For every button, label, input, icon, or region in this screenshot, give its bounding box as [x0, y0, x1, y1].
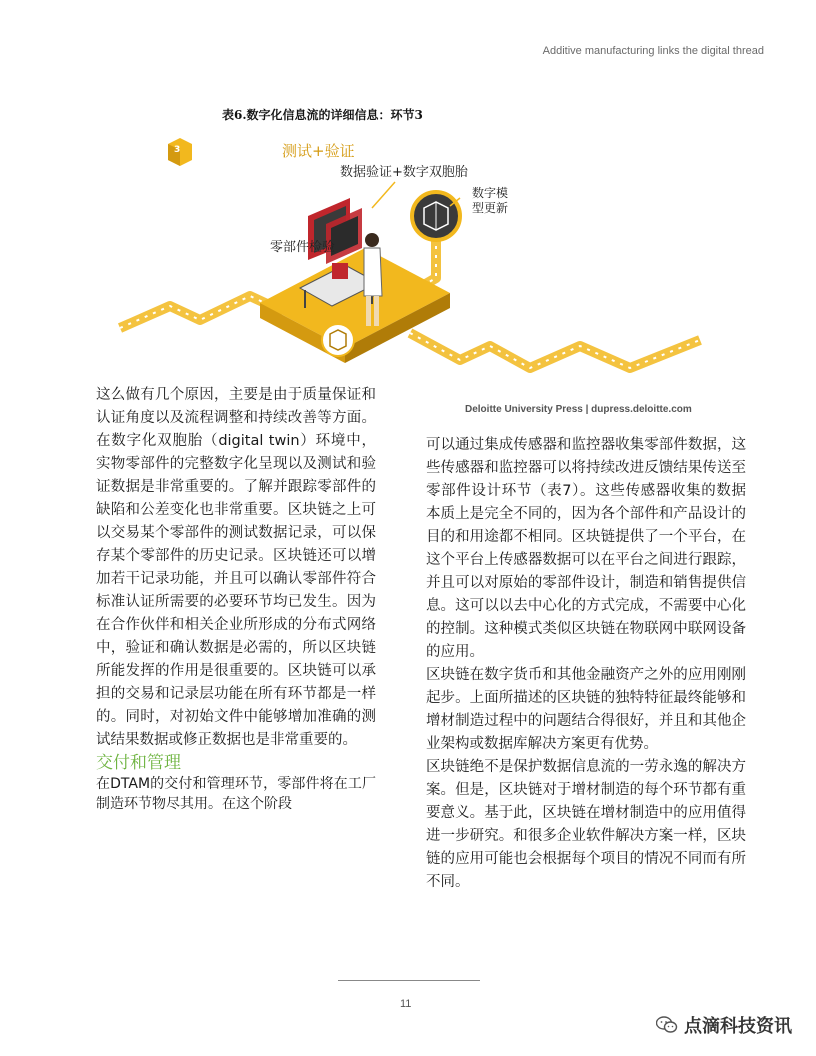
section-lead-paragraph: 在DTAM的交付和管理环节，零部件将在工厂制造环节物尽其用。在这个阶段	[96, 776, 376, 812]
right-paragraph-3: 区块链绝不是保护数据信息流的一劳永逸的解决方案。但是，区块链对于增材制造的每个环节都有重要意义。基于此，区块链在增材制造中的应用值得进一步研究。和很多企业软件解决方案一样，区块链的应用可能也会根据每个项目的情况不同而有所不同。	[426, 759, 746, 890]
checkbox-cube-badge	[322, 324, 354, 356]
right-column	[426, 434, 746, 894]
left-column	[96, 384, 376, 814]
figure-caption: 表6.数字化信息流的详细信息：环节3	[222, 108, 423, 122]
figure-credit: Deloitte University Press | dupress.deloitte.com	[465, 404, 692, 415]
section-heading: 交付和管理	[96, 753, 181, 773]
wechat-icon	[656, 1016, 678, 1034]
left-paragraph: 这么做有几个原因，主要是由于质量保证和认证角度以及流程调整和持续改善等方面。在数字化双胞胎（digital twin）环境中，实物零部件的完整数字化呈现以及测试和验证数据是非常重要的。了解并跟踪零部件的缺陷和公差变化也非常重要。区块链之上可以交易某个零部件的测试数据记录，可以保存某个零部件的历史记录。区块链还可以增加若干记录功能，并且可以确认零部件符合标准认证所需要的必要环节均已发生。因为在合作伙伴和相关企业所形成的分布式网络中，验证和确认数据是必需的，所以区块链所能发挥的作用是很重要的。区块链可以承担的交易和记录层功能在所有环节都是一样的。同时，对初始文件中能够增加准确的测试结果数据或修正数据也是非常重要的。	[96, 387, 376, 748]
stage-title: 测试+验证	[282, 142, 355, 160]
watermark	[656, 1012, 792, 1038]
watermark-text: 点滴科技资讯	[684, 1016, 792, 1037]
part-inspection-label: 零部件检验	[270, 240, 336, 255]
process-illustration	[110, 128, 710, 390]
stage-number: 3	[174, 145, 181, 155]
right-paragraph-1: 可以通过集成传感器和监控器收集零部件数据，这些传感器和监控器可以将持续改进反馈结果传送至零部件设计环节（表7）。这些传感器收集的数据本质上是完全不同的，因为各个部件和产品设计的目的和用途都不相同。区块链提供了一个平台，在这个平台上传感器数据可以在平台之间进行跟踪，并且可以对原始的零部件设计，制造和销售提供信息。这可以以去中心化的方式完成，不需要中心化的控制。这种模式类似区块链在物联网中联网设备的应用。	[426, 437, 746, 660]
footer-divider	[338, 980, 480, 981]
page-number: 11	[400, 998, 412, 1010]
right-paragraph-2: 区块链在数字货币和其他金融资产之外的应用刚刚起步。上面所描述的区块链的独特特征最终能够和增材制造过程中的问题结合得很好，并且和其他企业架构或数据库解决方案更有优势。	[426, 667, 746, 752]
data-validation-label: 数据验证+数字双胞胎	[340, 165, 468, 180]
model-update-label: 数字模型更新	[472, 186, 509, 215]
running-header: Additive manufacturing links the digital thread	[542, 45, 764, 57]
